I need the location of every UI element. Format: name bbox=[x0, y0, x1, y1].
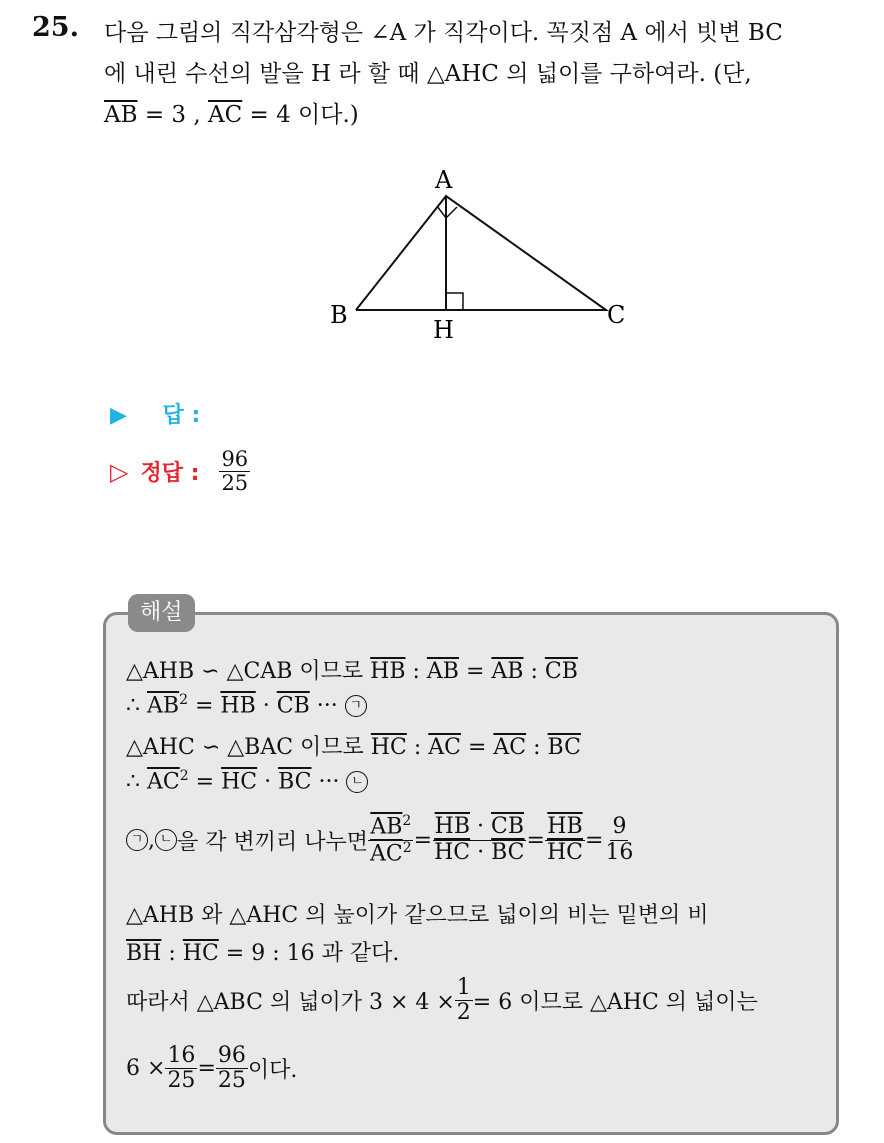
solution-line-4 bbox=[126, 768, 368, 794]
text: : bbox=[526, 735, 548, 760]
triangle-abc bbox=[356, 196, 606, 310]
text: 이다. bbox=[247, 1058, 298, 1084]
text: : bbox=[161, 941, 183, 966]
text: = bbox=[460, 735, 494, 760]
segment-ab: $\overline{AB}$ bbox=[370, 814, 403, 840]
solution-line-2 bbox=[126, 692, 367, 718]
solution-line-3 bbox=[126, 730, 581, 761]
fraction-denominator: 25 bbox=[221, 471, 249, 496]
circled-mark: ㄴ bbox=[346, 771, 368, 793]
segment-ab: $\overline{AB}$ bbox=[426, 659, 459, 684]
segment-ac: $\overline{AC}$ bbox=[493, 735, 527, 760]
segment-cb: $\overline{CB}$ bbox=[544, 659, 578, 684]
label-b: B bbox=[330, 301, 348, 329]
text: · bbox=[257, 769, 279, 795]
text: ∴ bbox=[126, 693, 147, 719]
text: = bbox=[585, 827, 604, 853]
solution-line-9 bbox=[126, 1044, 297, 1093]
fraction-numerator: 16 bbox=[167, 1043, 196, 1068]
fraction bbox=[545, 815, 585, 864]
solution-line-6: △AHB 와 △AHC 의 높이가 같으므로 넓이의 비는 밑변의 비 bbox=[126, 903, 709, 928]
text: : bbox=[405, 659, 427, 684]
segment-hc: $\overline{HC}$ bbox=[221, 769, 258, 795]
text: = 6 이므로 △AHC 의 넓이는 bbox=[472, 990, 758, 1016]
text: ∴ bbox=[126, 769, 147, 795]
triangle-figure bbox=[320, 158, 640, 348]
answer-label: 답 : bbox=[162, 403, 201, 428]
segment-cb: $\overline{CB}$ bbox=[276, 693, 310, 719]
segment-hc: $\overline{HC}$ bbox=[434, 839, 471, 865]
text: , bbox=[148, 827, 155, 853]
question-line-3 bbox=[104, 96, 359, 129]
fraction: $\frac{\overline{HB} \cdot \overline{CB}}{\overline{HC} \cdot \overline{BC}}$ bbox=[434, 814, 525, 865]
fraction-numerator: 9 bbox=[612, 814, 627, 840]
play-filled-icon: ▶ bbox=[110, 403, 127, 428]
segment-ab: $\overline{AB}$ bbox=[104, 102, 138, 128]
segment-hb: $\overline{HB}$ bbox=[547, 814, 583, 840]
correct-fraction bbox=[219, 448, 250, 495]
text: = 9 : 16 과 같다. bbox=[218, 941, 400, 966]
right-angle-h bbox=[446, 293, 463, 310]
fraction-numerator: 96 bbox=[221, 447, 249, 471]
solution-line-8 bbox=[126, 976, 758, 1025]
label-h: H bbox=[433, 316, 454, 344]
solution-line-5 bbox=[126, 814, 635, 866]
question-line-1: 다음 그림의 직각삼각형은 ∠A 가 직각이다. 꼭짓점 A 에서 빗변 BC bbox=[104, 20, 783, 46]
fraction-denominator: 2 bbox=[456, 1000, 471, 1026]
text: : bbox=[406, 735, 429, 760]
circled-mark: ㄴ bbox=[155, 829, 177, 851]
fraction bbox=[216, 1044, 248, 1093]
text: ··· bbox=[311, 769, 347, 795]
text: △AHC ∽ △BAC 이므로 bbox=[126, 735, 371, 760]
fraction bbox=[368, 814, 414, 866]
exponent: 2 bbox=[402, 839, 412, 856]
text: △AHB ∽ △CAB 이므로 bbox=[126, 659, 371, 684]
segment-ab: $\overline{AB}$ bbox=[491, 659, 524, 684]
segment-hc: $\overline{HC}$ bbox=[370, 735, 407, 760]
exponent: 2 bbox=[402, 813, 412, 829]
segment-bh: $\overline{BH}$ bbox=[126, 941, 162, 966]
circled-mark: ㄱ bbox=[345, 695, 367, 717]
segment-ac: $\overline{AC}$ bbox=[428, 735, 461, 760]
segment-hc: HC bbox=[546, 839, 583, 865]
text: ··· bbox=[309, 693, 345, 719]
fraction-denominator: 16 bbox=[605, 839, 634, 865]
circled-mark: ㄱ bbox=[126, 829, 148, 851]
correct-label: 정답 : bbox=[140, 461, 200, 487]
text: · bbox=[255, 693, 277, 719]
eq-text: = 4 이다.) bbox=[242, 102, 359, 128]
text: = bbox=[526, 827, 545, 853]
segment-bc: $\overline{BC}$ bbox=[491, 839, 525, 865]
segment-ac: $\overline{AC}$ bbox=[370, 840, 403, 866]
solution-line-1 bbox=[126, 654, 578, 685]
answer-row bbox=[110, 398, 200, 429]
segment-hb: $\overline{HB}$ bbox=[434, 814, 470, 840]
text: 따라서 △ABC 의 넓이가 3 × 4 × bbox=[126, 990, 455, 1016]
fraction bbox=[455, 976, 473, 1025]
fraction-numerator: 96 bbox=[217, 1043, 246, 1068]
exponent: 2 bbox=[179, 768, 189, 784]
text: = bbox=[413, 827, 433, 853]
fraction bbox=[165, 1044, 197, 1093]
segment-ab: $\overline{AB}$ bbox=[147, 693, 180, 719]
solution-line-7 bbox=[126, 936, 399, 967]
segment-cb: $\overline{CB}$ bbox=[490, 814, 524, 840]
fraction bbox=[603, 815, 635, 864]
text: = bbox=[188, 769, 222, 795]
segment-ac: $\overline{AC}$ bbox=[207, 102, 243, 128]
solution-tag: 해설 bbox=[128, 594, 195, 632]
question-line-2: 에 내린 수선의 발을 H 라 할 때 △AHC 의 넓이를 구하여라. (단, bbox=[104, 61, 752, 87]
correct-answer-row bbox=[110, 448, 250, 495]
segment-hb: $\overline{HB}$ bbox=[370, 659, 406, 684]
segment-ac: $\overline{AC}$ bbox=[147, 769, 180, 795]
fraction-denominator: 25 bbox=[167, 1068, 196, 1094]
label-c: C bbox=[607, 301, 626, 329]
text: 을 각 변끼리 나누면 bbox=[177, 829, 368, 855]
text: 6 × bbox=[126, 1056, 166, 1082]
segment-bc: $\overline{BC}$ bbox=[278, 769, 312, 795]
fraction-denominator: 25 bbox=[217, 1068, 246, 1094]
exponent: 2 bbox=[179, 692, 188, 708]
label-a: A bbox=[435, 166, 453, 194]
text: : bbox=[523, 659, 545, 684]
text: = bbox=[197, 1056, 216, 1082]
text: = bbox=[458, 659, 492, 684]
segment-hc: $\overline{HC}$ bbox=[182, 941, 219, 966]
play-outline-icon: ▷ bbox=[110, 457, 129, 486]
fraction-numerator: 1 bbox=[456, 975, 471, 1000]
eq-text: = 3 , bbox=[137, 102, 208, 128]
text: = bbox=[187, 693, 221, 719]
segment-hb: $\overline{HB}$ bbox=[220, 693, 256, 719]
segment-bc: $\overline{BC}$ bbox=[547, 735, 581, 760]
question-number: 25. bbox=[32, 12, 79, 43]
